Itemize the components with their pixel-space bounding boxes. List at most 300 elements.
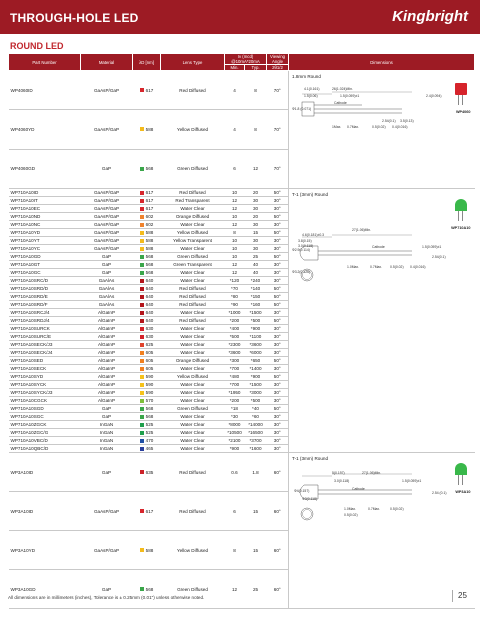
cell-viewing: 30° <box>267 221 289 229</box>
dimension-title: T-1 (3mm) Round <box>292 456 329 461</box>
color-swatch <box>140 359 144 363</box>
cell-part: WP710A10SYCK <box>9 381 81 389</box>
cell-material: GaAsP/GaP <box>81 189 133 197</box>
wavelength-value: 568 <box>145 586 154 592</box>
cell-iv-min: *480 <box>225 373 245 381</box>
dimension-label: 0.4(0.016) <box>410 265 426 269</box>
dimension-label: 1.5(0.059)±1 <box>422 245 442 249</box>
cell-viewing: 30° <box>267 205 289 213</box>
cell-iv-typ: *240 <box>245 277 267 285</box>
cell-viewing: 30° <box>267 429 289 437</box>
cell-lens: Water Clear <box>161 365 225 373</box>
cell-lens: Water Clear <box>161 421 225 429</box>
color-swatch <box>140 279 144 283</box>
color-swatch <box>140 215 144 219</box>
cell-lens: Water Clear <box>161 333 225 341</box>
cell-iv-typ: 30 <box>245 221 267 229</box>
cell-iv-typ: 15 <box>245 531 267 570</box>
cell-part: WP710A10SRDJ/4 <box>9 317 81 325</box>
cell-viewing: 30° <box>267 381 289 389</box>
color-swatch <box>140 127 144 131</box>
cell-lens: Red Diffused <box>161 285 225 293</box>
col-header-part-number: Part Number <box>9 54 81 71</box>
cell-lens: Yellow Diffused <box>161 531 225 570</box>
cell-part: WP710A10QBC/D <box>9 445 81 453</box>
cell-iv-min: 10 <box>225 213 245 221</box>
cell-iv-typ: *150 <box>245 293 267 301</box>
cell-lens: Green Diffused <box>161 253 225 261</box>
col-header-lens-type: Lens Type <box>161 54 225 71</box>
cell-material: GaP <box>81 413 133 421</box>
col-header-iv-min: Min. <box>225 65 245 71</box>
cell-material: GaAsP/GaP <box>81 71 133 110</box>
color-swatch <box>140 223 144 227</box>
cell-viewing: 50° <box>267 189 289 197</box>
wavelength-value: 470 <box>145 438 154 443</box>
cell-wavelength <box>133 110 161 149</box>
cell-iv-min: 4 <box>225 110 245 149</box>
cell-viewing: 30° <box>267 421 289 429</box>
cell-iv-typ: 20 <box>245 213 267 221</box>
cell-viewing: 30° <box>267 445 289 453</box>
dimension-drawing-wp710a10 <box>289 189 475 453</box>
wavelength-value: 568 <box>145 414 154 419</box>
cell-part: WP710A10SECK/J3 <box>9 341 81 349</box>
color-swatch <box>140 407 144 411</box>
cell-iv-min: *120 <box>225 277 245 285</box>
cell-viewing: 50° <box>267 285 289 293</box>
cell-iv-min: *10500 <box>225 429 245 437</box>
cell-iv-min: 10 <box>225 237 245 245</box>
cell-iv-min: *90 <box>225 301 245 309</box>
cell-viewing: 30° <box>267 397 289 405</box>
dimension-label: Φ3.2(0.126) <box>292 270 311 274</box>
cell-viewing: 60° <box>267 492 289 531</box>
dimension-label: 27(1.06)Min. <box>362 471 382 475</box>
cell-part: WP710A10SRD/F <box>9 301 81 309</box>
cell-iv-typ: 1.8 <box>245 453 267 492</box>
cell-material: GaP <box>81 453 133 492</box>
wavelength-value: 630 <box>145 326 154 331</box>
dimension-label: Φ4(0.157) <box>294 489 310 493</box>
cell-viewing: 50° <box>267 213 289 221</box>
cell-lens: Yellow Transparent <box>161 237 225 245</box>
cell-iv-min: *700 <box>225 381 245 389</box>
wavelength-value: 640 <box>145 310 154 315</box>
cell-material: InGaN <box>81 421 133 429</box>
dimension-label: 4.1(0.161) <box>304 87 320 91</box>
cell-material: AlGaInP <box>81 357 133 365</box>
model-label: WP4060 <box>455 110 471 114</box>
cell-part: WP710A10ID <box>9 189 81 197</box>
cell-viewing: 30° <box>267 389 289 397</box>
color-swatch <box>140 319 144 323</box>
cell-iv-typ: *3600 <box>245 341 267 349</box>
cell-lens: Red Transparent <box>161 197 225 205</box>
cell-viewing: 50° <box>267 229 289 237</box>
cell-viewing: 70° <box>267 71 289 110</box>
cell-lens: Water Clear <box>161 397 225 405</box>
cell-iv-typ: *900 <box>245 325 267 333</box>
cell-part: WP710A10SGC <box>9 413 81 421</box>
cell-material: GaP <box>81 261 133 269</box>
cell-viewing: 30° <box>267 309 289 317</box>
cell-iv-min: 8 <box>225 229 245 237</box>
cell-iv-typ: *14000 <box>245 421 267 429</box>
cell-wavelength <box>133 413 161 421</box>
cell-iv-min: 10 <box>225 245 245 253</box>
cell-iv-typ: *1100 <box>245 333 267 341</box>
cell-lens: Red Diffused <box>161 293 225 301</box>
cell-lens: Water Clear <box>161 325 225 333</box>
cell-material: AlGaInP <box>81 389 133 397</box>
dimension-label: 26(1.024)Min. <box>332 87 353 91</box>
wavelength-value: 630 <box>145 334 154 339</box>
cell-viewing: 50° <box>267 253 289 261</box>
outline-drawing <box>292 80 472 184</box>
wavelength-value: 602 <box>145 214 154 219</box>
wavelength-value: 588 <box>145 126 154 132</box>
cell-viewing: 50° <box>267 373 289 381</box>
cell-material: GaAlAs <box>81 277 133 285</box>
color-swatch <box>140 263 144 267</box>
wavelength-value: 588 <box>145 246 154 251</box>
wavelength-value: 568 <box>145 254 154 259</box>
dimension-label: 0.7Max. <box>368 507 381 511</box>
cell-wavelength <box>133 405 161 413</box>
wavelength-value: 602 <box>145 222 154 227</box>
cell-wavelength <box>133 253 161 261</box>
page-divider <box>452 590 453 602</box>
cell-material: GaAsP/GaP <box>81 531 133 570</box>
wavelength-value: 570 <box>145 398 154 403</box>
cell-part: WP710A10ND <box>9 213 81 221</box>
color-swatch <box>140 287 144 291</box>
wavelength-value: 465 <box>145 446 154 451</box>
cell-iv-typ: 25 <box>245 570 267 609</box>
cell-material: GaAsP/GaP <box>81 492 133 531</box>
cell-iv-min: 10 <box>225 253 245 261</box>
outline-drawing <box>292 198 472 417</box>
cell-wavelength <box>133 205 161 213</box>
cell-part: WP4060GD <box>9 149 81 188</box>
wavelength-value: 605 <box>145 366 154 371</box>
cell-iv-typ: 30 <box>245 197 267 205</box>
cell-iv-min: 12 <box>225 197 245 205</box>
cell-wavelength <box>133 189 161 197</box>
color-swatch <box>140 423 144 427</box>
color-swatch <box>140 191 144 195</box>
cell-wavelength <box>133 373 161 381</box>
cell-iv-min: *300 <box>225 357 245 365</box>
color-swatch <box>140 167 144 171</box>
cell-iv-min: *1000 <box>225 309 245 317</box>
wavelength-value: 588 <box>145 238 154 243</box>
dimension-label: 0.7Max. <box>347 125 360 129</box>
color-swatch <box>140 587 144 591</box>
cell-wavelength <box>133 229 161 237</box>
cell-part: WP710A10SURC/E <box>9 333 81 341</box>
cell-iv-typ: *1500 <box>245 381 267 389</box>
cell-lens: Green Transparent <box>161 261 225 269</box>
led-photo <box>453 463 469 487</box>
cell-iv-min: 12 <box>225 205 245 213</box>
cell-lens: Orange Diffused <box>161 357 225 365</box>
color-swatch <box>140 351 144 355</box>
cell-material: GaP <box>81 405 133 413</box>
cell-part: WP710A10YC <box>9 245 81 253</box>
cell-iv-typ: 30 <box>245 237 267 245</box>
cell-lens: Water Clear <box>161 445 225 453</box>
cell-part: WP710A10GD <box>9 253 81 261</box>
dimension-label: 1.0Max. <box>347 265 360 269</box>
cell-iv-min: 4 <box>225 71 245 110</box>
cell-wavelength <box>133 492 161 531</box>
cell-part: WP710A10EC <box>9 205 81 213</box>
cell-iv-typ: *60 <box>245 413 267 421</box>
cell-wavelength <box>133 245 161 253</box>
wavelength-value: 588 <box>145 230 154 235</box>
cell-wavelength <box>133 397 161 405</box>
cell-lens: Green Diffused <box>161 405 225 413</box>
wavelength-value: 590 <box>145 382 154 387</box>
wavelength-value: 617 <box>145 190 154 195</box>
product-table <box>8 53 475 609</box>
dimension-label: 0.5(0.02) <box>372 125 386 129</box>
cell-material: AlGaInP <box>81 365 133 373</box>
wavelength-value: 568 <box>145 262 154 267</box>
dimension-label: Φ1.8 (0.071) <box>292 107 312 111</box>
table-row <box>9 453 475 492</box>
cell-iv-min: 10 <box>225 189 245 197</box>
cell-material: GaAsP/GaP <box>81 197 133 205</box>
cell-part: WP710A10SGD <box>9 405 81 413</box>
cell-part: WP710A10YT <box>9 237 81 245</box>
cell-part: WP3A10ID <box>9 453 81 492</box>
cell-part: WP710A10IT <box>9 197 81 205</box>
cell-iv-min: 6 <box>225 492 245 531</box>
wavelength-value: 617 <box>145 206 154 211</box>
cell-lens: Water Clear <box>161 389 225 397</box>
dimension-label: 2.54 (0.1) <box>432 491 447 495</box>
cell-iv-typ: 25 <box>245 253 267 261</box>
dimension-label: 3.0(0.118) <box>298 244 314 248</box>
cell-iv-typ: *140 <box>245 285 267 293</box>
cell-viewing: 30° <box>267 437 289 445</box>
cell-wavelength <box>133 437 161 445</box>
wavelength-value: 640 <box>145 302 154 307</box>
cell-part: WP710A10SYD <box>9 373 81 381</box>
cell-lens: Water Clear <box>161 349 225 357</box>
cell-material: GaAsP/GaP <box>81 110 133 149</box>
wavelength-value: 605 <box>145 358 154 363</box>
color-swatch <box>140 439 144 443</box>
cell-wavelength <box>133 381 161 389</box>
cell-viewing: 50° <box>267 317 289 325</box>
cell-part: WP710A10GT <box>9 261 81 269</box>
cell-material: GaP <box>81 269 133 277</box>
cell-material: GaAsP/GaP <box>81 245 133 253</box>
cell-material: AlGaInP <box>81 373 133 381</box>
dimension-title: 1.8mm Round <box>292 74 321 79</box>
cell-material: InGaN <box>81 429 133 437</box>
dimension-label: 4.6(0.181)±0.3 <box>302 233 325 237</box>
cell-iv-min: *200 <box>225 317 245 325</box>
cell-part: WP710A10SECK/J4 <box>9 349 81 357</box>
cell-lens: Water Clear <box>161 429 225 437</box>
color-swatch <box>140 311 144 315</box>
cell-lens: Yellow Diffused <box>161 373 225 381</box>
color-swatch <box>140 447 144 451</box>
cell-iv-min: *900 <box>225 445 245 453</box>
cell-material: AlGaInP <box>81 309 133 317</box>
color-swatch <box>140 255 144 259</box>
cell-part: WP4060YD <box>9 110 81 149</box>
color-swatch <box>140 88 144 92</box>
cell-viewing: 30° <box>267 269 289 277</box>
color-swatch <box>140 470 144 474</box>
wavelength-value: 590 <box>145 390 154 395</box>
led-photo <box>453 83 469 107</box>
color-swatch <box>140 391 144 395</box>
dimension-label: 1.5(0.059)±1 <box>402 479 422 483</box>
cell-material: GaP <box>81 149 133 188</box>
cell-iv-typ: *6000 <box>245 349 267 357</box>
cell-iv-typ: 12 <box>245 149 267 188</box>
color-swatch <box>140 271 144 275</box>
cell-wavelength <box>133 429 161 437</box>
dimension-label: 1.5(0.059)±1 <box>340 94 360 98</box>
cell-wavelength <box>133 357 161 365</box>
cell-part: WP710A10ZGCK <box>9 421 81 429</box>
color-swatch <box>140 383 144 387</box>
wavelength-value: 590 <box>145 374 154 379</box>
cell-part: WP3A10ID <box>9 492 81 531</box>
wavelength-value: 525 <box>145 430 154 435</box>
wavelength-value: 568 <box>145 406 154 411</box>
cell-iv-min: *30 <box>225 413 245 421</box>
wavelength-value: 635 <box>145 469 154 475</box>
cell-lens: Red Diffused <box>161 189 225 197</box>
color-swatch <box>140 239 144 243</box>
dimension-drawing-wp3a10 <box>289 453 475 609</box>
cell-iv-typ: 30 <box>245 245 267 253</box>
cell-material: InGaN <box>81 437 133 445</box>
color-swatch <box>140 367 144 371</box>
dimension-label: 0.7Max. <box>370 265 383 269</box>
cell-part: WP710A10SURCK <box>9 325 81 333</box>
cell-lens: Red Diffused <box>161 492 225 531</box>
cell-iv-typ: *3000 <box>245 389 267 397</box>
cell-part: WP710A10YD <box>9 229 81 237</box>
dimension-title: T-1 (3mm) Round <box>292 192 329 197</box>
cell-viewing: 30° <box>267 237 289 245</box>
cell-iv-typ: *500 <box>245 317 267 325</box>
brand-logo: Kingbright <box>392 8 468 25</box>
cell-material: AlGaInP <box>81 325 133 333</box>
dimension-label: 2.54(0.1) <box>432 255 446 259</box>
col-header-viewing-angle: Viewing Angle <box>267 54 289 65</box>
col-header-dimensions: Dimensions <box>289 54 475 71</box>
cell-iv-typ: *1400 <box>245 365 267 373</box>
dimension-label: Cathode <box>372 245 385 249</box>
cell-material: AlGaInP <box>81 349 133 357</box>
cell-viewing: 50° <box>267 357 289 365</box>
cell-viewing: 60° <box>267 570 289 609</box>
color-swatch <box>140 343 144 347</box>
cell-lens: Green Diffused <box>161 570 225 609</box>
cell-wavelength <box>133 301 161 309</box>
color-swatch <box>140 509 144 513</box>
cell-part: WP710A10SRD/D <box>9 285 81 293</box>
cell-material: GaP <box>81 570 133 609</box>
cell-wavelength <box>133 453 161 492</box>
cell-wavelength <box>133 269 161 277</box>
cell-material: AlGaInP <box>81 341 133 349</box>
cell-lens: Water Clear <box>161 277 225 285</box>
cell-lens: Water Clear <box>161 245 225 253</box>
cell-iv-min: 6 <box>225 149 245 188</box>
dimension-label: 3.8(0.15) <box>298 239 312 243</box>
cell-material: GaAlAs <box>81 293 133 301</box>
cell-viewing: 30° <box>267 341 289 349</box>
color-swatch <box>140 415 144 419</box>
cell-iv-min: 12 <box>225 221 245 229</box>
cell-iv-typ: 30 <box>245 205 267 213</box>
wavelength-value: 640 <box>145 278 154 283</box>
cell-part: WP710A10ZGC/G <box>9 429 81 437</box>
cell-material: AlGaInP <box>81 397 133 405</box>
cell-material: GaAsP/GaP <box>81 205 133 213</box>
dimension-label: 1Max. <box>332 125 342 129</box>
cell-iv-min: 8 <box>225 531 245 570</box>
cell-part: WP710A10GC <box>9 269 81 277</box>
col-header-wavelength: λD [nm] <box>133 54 161 71</box>
cell-viewing: 50° <box>267 293 289 301</box>
cell-wavelength <box>133 365 161 373</box>
cell-lens: Water Clear <box>161 437 225 445</box>
col-header-material: Material <box>81 54 133 71</box>
cell-material: GaAlAs <box>81 285 133 293</box>
cell-iv-min: *70 <box>225 285 245 293</box>
cell-part: WP710A10SRCJ/4 <box>9 309 81 317</box>
dimension-label: 0.5(0.02) <box>344 513 358 517</box>
cell-iv-min: 12 <box>225 261 245 269</box>
col-header-viewing-sub: 2θ1/2 <box>267 65 289 71</box>
cell-iv-min: *1950 <box>225 389 245 397</box>
cell-iv-min: 12 <box>225 570 245 609</box>
cell-iv-typ: *1500 <box>245 309 267 317</box>
cell-iv-typ: *40 <box>245 405 267 413</box>
cell-viewing: 30° <box>267 277 289 285</box>
model-label: WP3A10 <box>455 490 471 494</box>
cell-wavelength <box>133 570 161 609</box>
cell-iv-min: 12 <box>225 269 245 277</box>
cell-wavelength <box>133 221 161 229</box>
wavelength-value: 568 <box>145 166 154 172</box>
model-label: WP710A10 <box>451 226 471 230</box>
cell-iv-min: *200 <box>225 397 245 405</box>
color-swatch <box>140 199 144 203</box>
cell-iv-typ: 15 <box>245 229 267 237</box>
cell-iv-typ: 8 <box>245 110 267 149</box>
cell-part: WP4060ID <box>9 71 81 110</box>
wavelength-value: 617 <box>145 87 154 93</box>
dimension-label: 3.0(0.118) <box>334 479 350 483</box>
cell-part: WP710A10SED <box>9 357 81 365</box>
cell-material: InGaN <box>81 445 133 453</box>
wavelength-value: 640 <box>145 294 154 299</box>
